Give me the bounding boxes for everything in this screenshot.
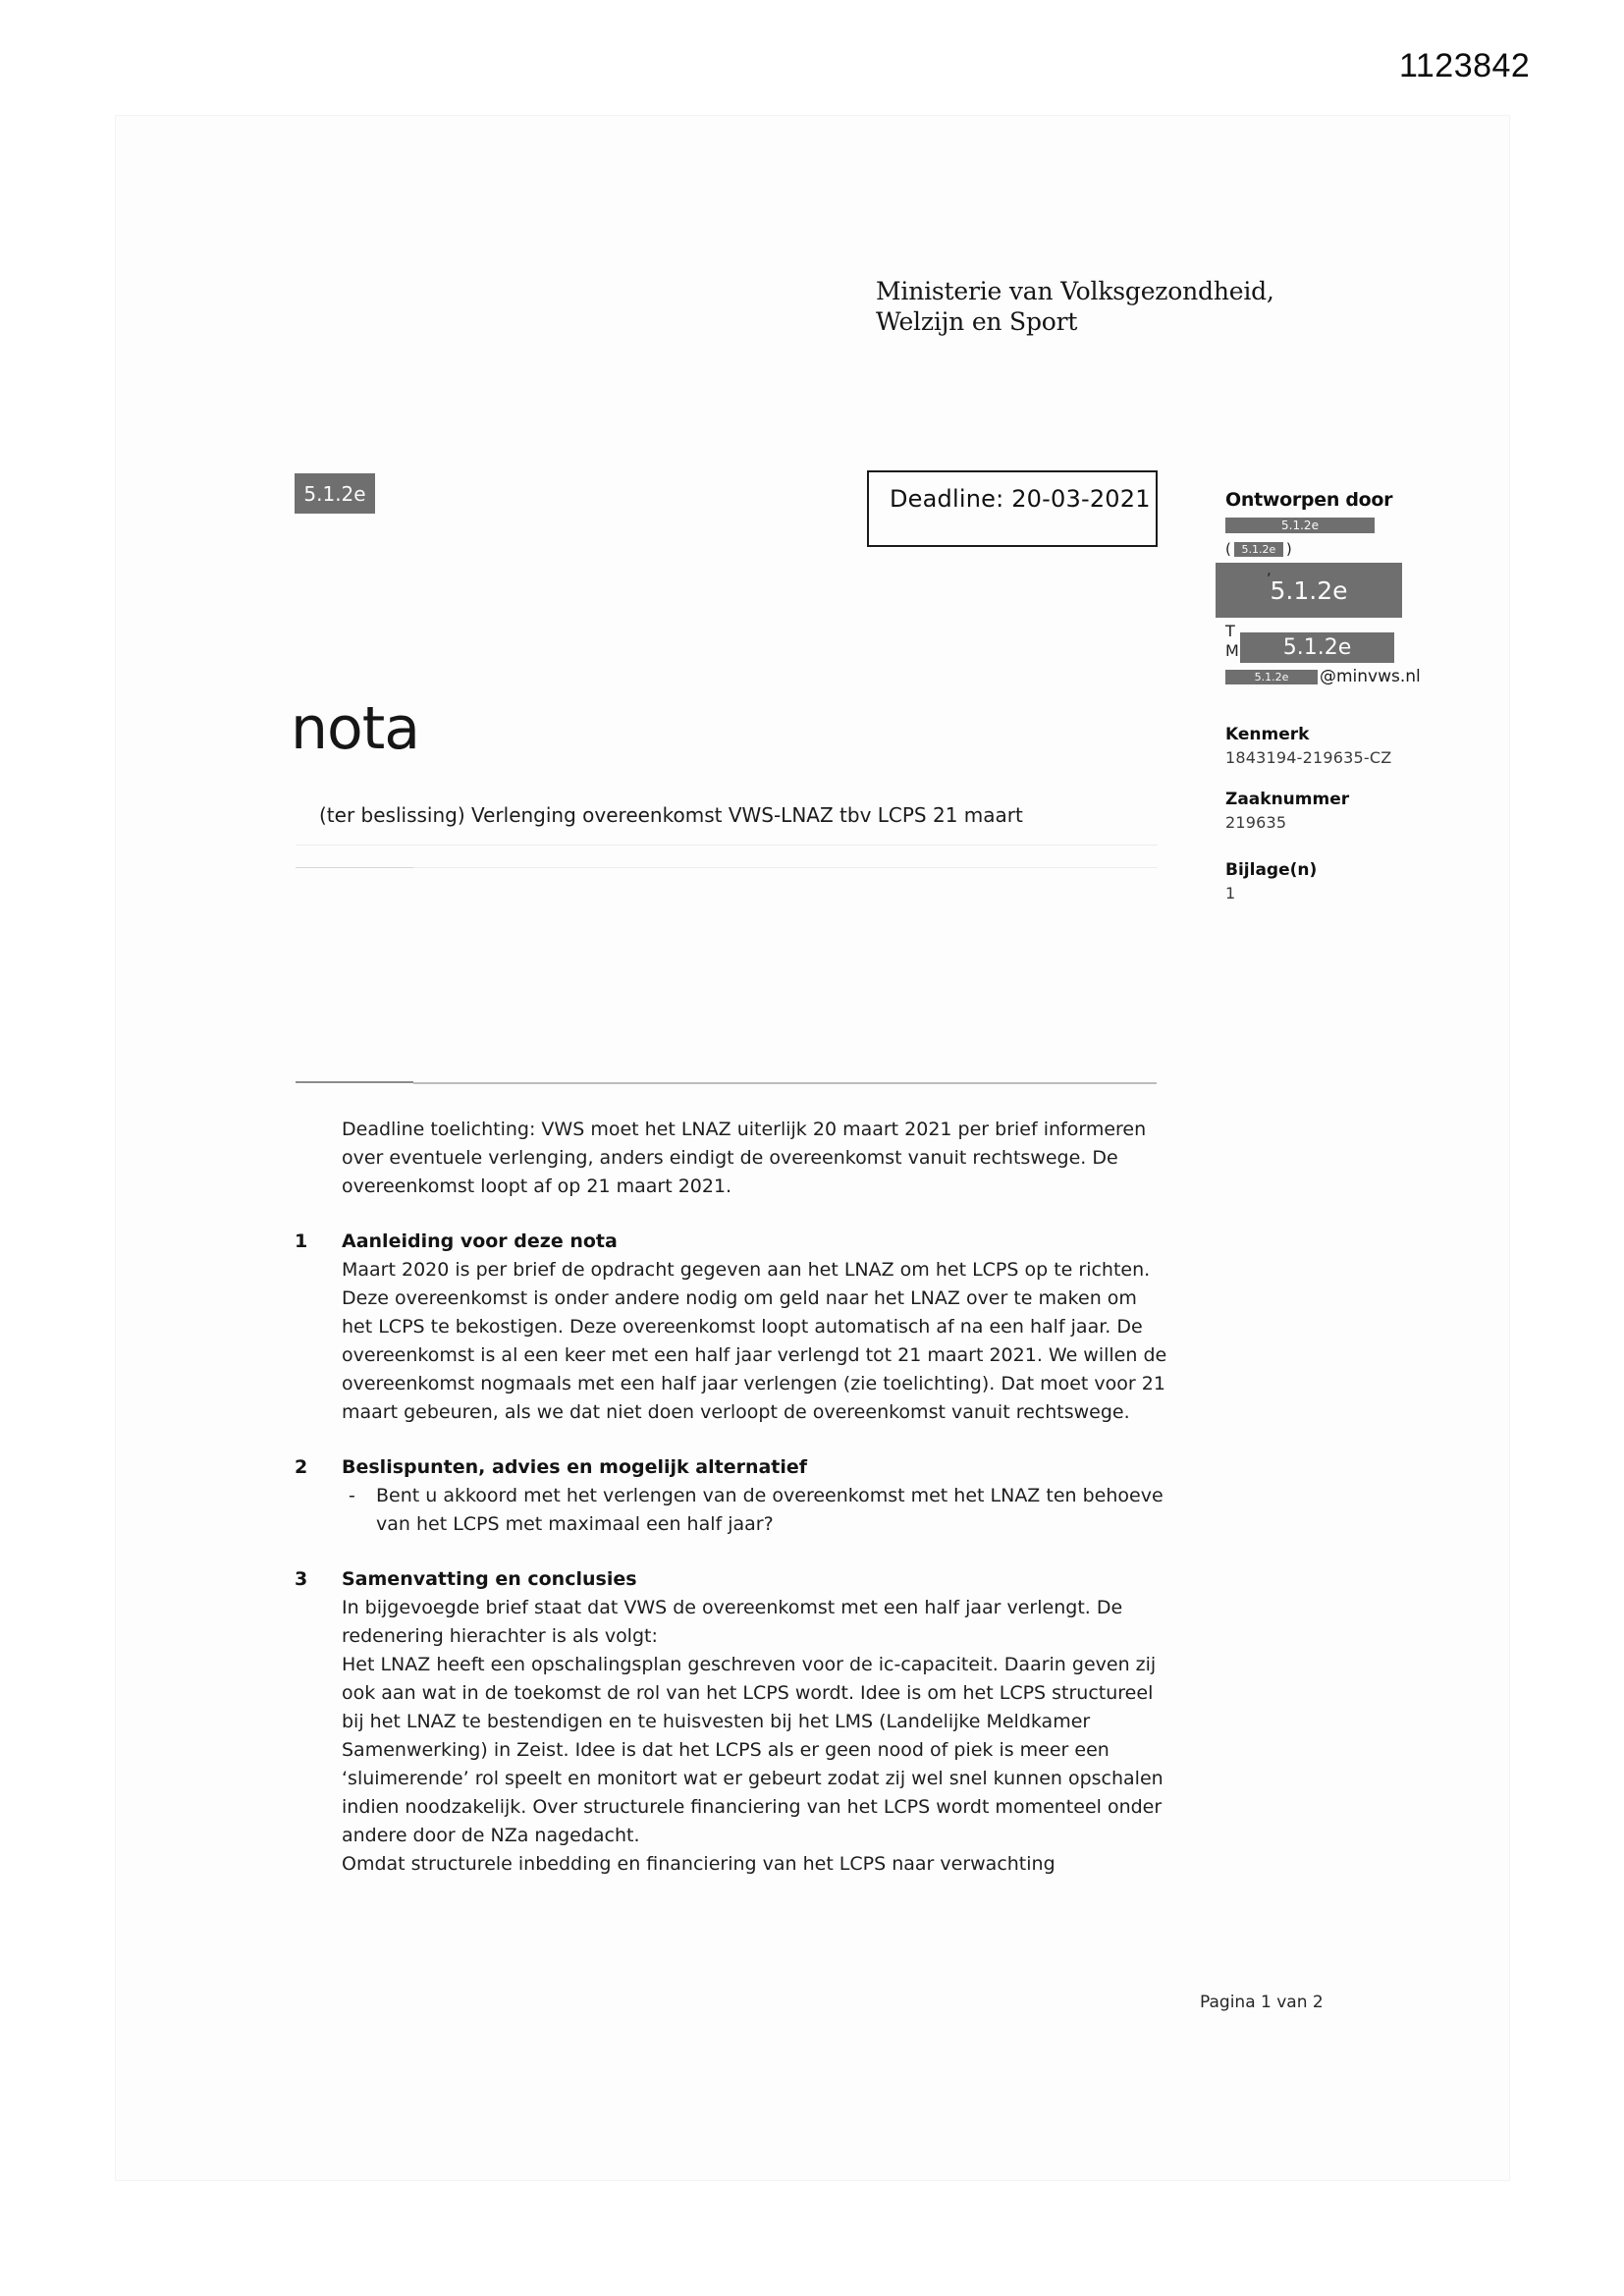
redaction-bar-mobile: 5.1.2e	[1240, 632, 1394, 663]
bullet-text: Bent u akkoord met het verlengen van de overeenkomst met het LNAZ ten behoeve van het LCPS met maximaal een half jaar?	[376, 1485, 1164, 1535]
mobile-prefix: M	[1225, 641, 1239, 660]
section-3-paragraph-2: Het LNAZ heeft een opschalingsplan geschreven voor de ic-capaciteit. Daarin geven zij ook aan wat in de toekomst de rol van het LCPS wordt. Idee is om het LCPS structureel bij het LNAZ te bestendigen en te huisvesten bij het LMS (Landelijke Meldkamer Samenwerking) in Zeist. Idee is dat het LCPS als er geen nood of piek is meer een ‘sluimerende’ rol speelt en monitort wat er gebeurt zodat zij wel snel kunnen opschalen indien noodzakelijk. Over structurele financiering van het LCPS wordt momenteel onder andere door de NZa nagedacht.	[342, 1654, 1164, 1846]
kenmerk-label: Kenmerk	[1225, 725, 1310, 744]
ministry-header	[876, 276, 1274, 337]
divider-line-body-right	[413, 1082, 1157, 1084]
redaction-box-sender: 5.1.2e	[295, 473, 375, 514]
sidebar-kenmerk	[1225, 725, 1461, 767]
zaaknummer-value: 219635	[1225, 813, 1287, 832]
section-1-number: 1	[295, 1230, 308, 1252]
document-number: 1123842	[1399, 47, 1531, 84]
bullet-dash: -	[349, 1485, 355, 1506]
divider-line-second-left	[296, 867, 413, 868]
deadline-note: Deadline toelichting: VWS moet het LNAZ uiterlijk 20 maart 2021 per brief informeren over eventuele verlenging, anders eindigt de overeenkomst vanuit rechtswege. De overeenkomst loopt af op 21 maart 2021.	[342, 1119, 1147, 1197]
section-1-title: Aanleiding voor deze nota	[342, 1230, 618, 1252]
section-3-title: Samenvatting en conclusies	[342, 1568, 637, 1590]
zaaknummer-label: Zaaknummer	[1225, 790, 1350, 809]
paren-close: )	[1285, 540, 1292, 558]
email-row	[1225, 667, 1461, 686]
section-3-paragraph-1: In bijgevoegde brief staat dat VWS de overeenkomst met een half jaar verlengt. De redenering hierachter is als volgt:	[342, 1597, 1123, 1647]
section-2	[295, 1453, 1168, 1539]
ministry-line-1: Ministerie van Volksgezondheid,	[876, 277, 1274, 305]
sidebar-ontworpen-door	[1225, 489, 1461, 686]
section-1	[295, 1228, 1168, 1427]
redaction-bar-name: 5.1.2e	[1225, 518, 1375, 533]
paren-open: (	[1225, 540, 1231, 558]
section-1-paragraph: Maart 2020 is per brief de opdracht gegeven aan het LNAZ om het LCPS op te richten. Deze overeenkomst is onder andere nodig om geld naar het LNAZ over te maken om het LCPS te bekostigen. Deze overeenkomst loopt automatisch af na een half jaar. De overeenkomst is al een keer met een half jaar verlengd tot 21 maart 2021. We willen de overeenkomst nogmaals met een half jaar verlengen (zie toelichting). Dat moet voor 21 maart gebeuren, als we dat niet doen verloopt de overeenkomst vanuit rechtswege.	[342, 1259, 1167, 1423]
kenmerk-value: 1843194-219635-CZ	[1225, 748, 1392, 767]
section-3-number: 3	[295, 1568, 308, 1590]
role-row	[1225, 540, 1461, 558]
phone-prefix: T	[1225, 622, 1235, 640]
deadline-box: Deadline: 20-03-2021	[867, 470, 1158, 547]
mobile-row	[1225, 635, 1461, 663]
ontworpen-door-heading: Ontworpen door	[1225, 489, 1393, 511]
section-2-title: Beslispunten, advies en mogelijk alternatief	[342, 1456, 808, 1478]
divider-line-second-right	[413, 867, 1158, 868]
document-body	[295, 1116, 1168, 1879]
section-3	[295, 1565, 1168, 1879]
redaction-bar-email: 5.1.2e	[1225, 670, 1318, 684]
divider-line-top	[296, 845, 1158, 846]
name-comma: ,	[1267, 561, 1272, 578]
section-2-bullet	[342, 1482, 1168, 1539]
page-title: nota	[291, 694, 420, 763]
ministry-line-2: Welzijn en Sport	[876, 307, 1078, 336]
sidebar-bijlage	[1225, 860, 1461, 902]
redaction-bar-role: 5.1.2e	[1234, 542, 1283, 557]
redaction-block-large: 5.1.2e	[1216, 563, 1402, 618]
section-2-number: 2	[295, 1456, 308, 1478]
page-subtitle: (ter beslissing) Verlenging overeenkomst VWS-LNAZ tbv LCPS 21 maart	[319, 803, 1023, 827]
divider-line-body-left	[296, 1081, 413, 1083]
section-3-paragraph-3: Omdat structurele inbedding en financiering van het LCPS naar verwachting	[342, 1853, 1056, 1875]
bijlage-label: Bijlage(n)	[1225, 860, 1318, 880]
page-footer: Pagina 1 van 2	[1200, 1993, 1324, 2012]
sidebar-zaaknummer	[1225, 790, 1461, 832]
email-domain: @minvws.nl	[1320, 667, 1421, 686]
bijlage-value: 1	[1225, 884, 1236, 902]
contact-block	[1225, 622, 1461, 686]
